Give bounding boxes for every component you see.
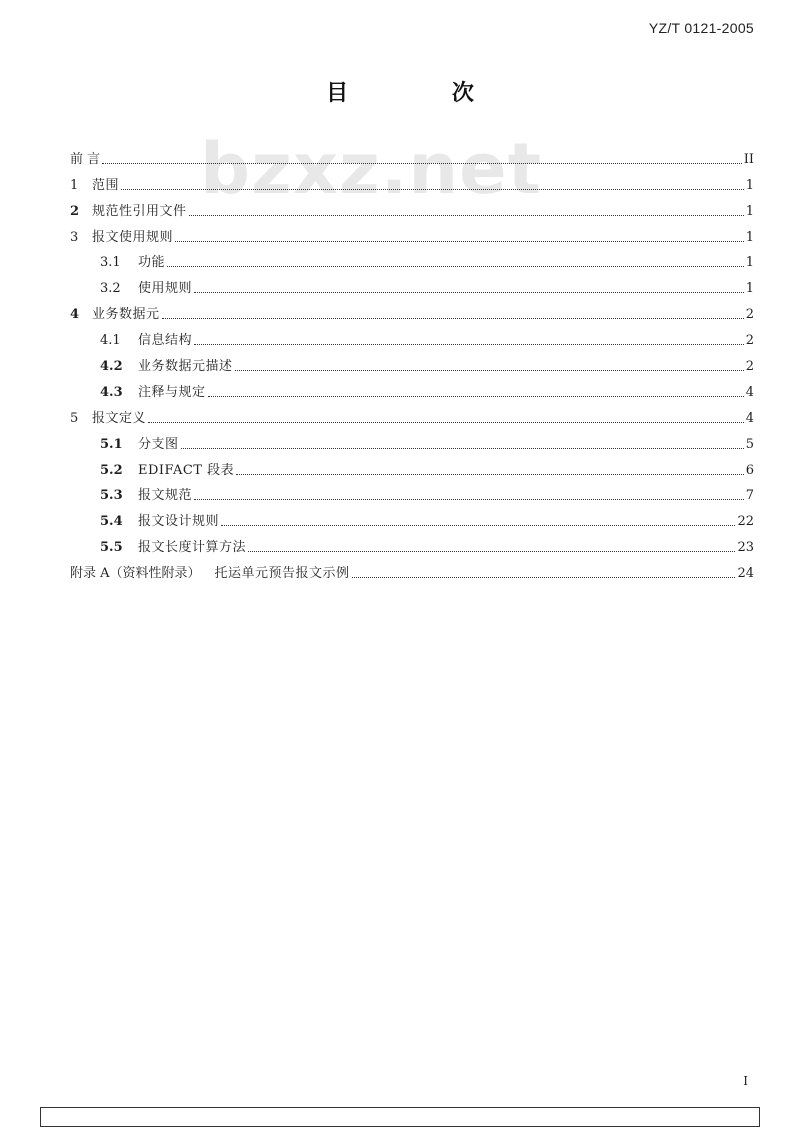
dot-leader xyxy=(189,215,744,216)
toc-entry-page: 1 xyxy=(745,177,754,193)
toc-entry-number: 3.2 xyxy=(100,281,121,297)
dot-leader xyxy=(221,525,735,526)
toc-entry-page: II xyxy=(743,151,754,167)
toc-entry-page: 24 xyxy=(737,566,754,582)
toc-entry-number: 2 xyxy=(70,203,80,219)
dot-leader xyxy=(194,292,744,293)
toc-entry-label: 业务数据元 xyxy=(92,307,160,323)
toc-entry xyxy=(70,427,754,453)
toc-entry-page: 5 xyxy=(745,436,754,452)
toc-entry xyxy=(70,168,754,194)
page-title: 目 次 xyxy=(326,81,522,106)
dot-leader xyxy=(102,163,742,164)
dot-leader xyxy=(167,266,744,267)
toc-entry-page: 22 xyxy=(737,514,754,530)
toc-entry xyxy=(70,194,754,220)
dot-leader xyxy=(208,396,744,397)
bottom-border xyxy=(40,1107,760,1127)
toc-entry-number: 5.1 xyxy=(100,436,123,452)
toc-entry-page: 2 xyxy=(745,307,754,323)
toc-entry-label: 使用规则 xyxy=(138,281,193,297)
toc-entry-page: 2 xyxy=(745,333,754,349)
dot-leader xyxy=(175,241,744,242)
toc-entry xyxy=(70,349,754,375)
toc-entry-label: 报文规范 xyxy=(138,488,193,504)
dot-leader xyxy=(236,474,744,475)
toc-entry xyxy=(70,271,754,297)
toc-entry-number: 5.4 xyxy=(100,514,123,530)
toc-entry xyxy=(70,530,754,556)
toc-entry-label: 报文使用规则 xyxy=(92,229,174,245)
dot-leader xyxy=(162,318,744,319)
watermark: bzxz.net xyxy=(200,128,543,210)
toc-entry-label: 功能 xyxy=(138,255,166,271)
toc-entry-label: 分支图 xyxy=(138,436,179,452)
toc-entry-number: 附录 A（资料性附录） xyxy=(70,566,201,582)
toc-entry-label: 报文定义 xyxy=(92,410,147,426)
toc-entry-number: 3.1 xyxy=(100,255,121,271)
document-code: YZ/T 0121-2005 xyxy=(648,20,754,36)
toc-entry-label: 注释与规定 xyxy=(138,384,206,400)
toc-entry-page: 23 xyxy=(737,540,754,556)
toc-entry-label: 报文长度计算方法 xyxy=(138,540,247,556)
dot-leader xyxy=(352,577,736,578)
toc-entry xyxy=(70,479,754,505)
toc-entry-number: 3 xyxy=(70,229,79,245)
toc-entry-label: 报文设计规则 xyxy=(138,514,220,530)
toc-entry-number: 5.5 xyxy=(100,540,123,556)
toc-entry-page: 1 xyxy=(745,203,754,219)
toc-entry xyxy=(70,323,754,349)
toc-entry-number: 4 xyxy=(70,307,80,323)
toc-entry-label: 范围 xyxy=(92,177,120,193)
toc-entry-page: 2 xyxy=(745,359,754,375)
toc-entry-number: 5.3 xyxy=(100,488,123,504)
toc-entry xyxy=(70,220,754,246)
table-of-contents xyxy=(70,142,754,582)
dot-leader xyxy=(194,499,744,500)
toc-entry xyxy=(70,504,754,530)
toc-entry xyxy=(70,246,754,272)
toc-entry-page: 7 xyxy=(745,488,754,504)
toc-entry-page: 1 xyxy=(745,255,754,271)
toc-entry xyxy=(70,401,754,427)
dot-leader xyxy=(148,422,744,423)
toc-entry-number: 5.2 xyxy=(100,462,123,478)
toc-entry-number: 1 xyxy=(70,177,79,193)
toc-entry-page: 1 xyxy=(745,281,754,297)
toc-entry xyxy=(70,375,754,401)
dot-leader xyxy=(194,344,744,345)
toc-entry xyxy=(70,142,754,168)
toc-entry-number: 4.3 xyxy=(100,384,123,400)
dot-leader xyxy=(121,189,744,190)
toc-entry-page: 4 xyxy=(745,384,754,400)
toc-entry-page: 1 xyxy=(745,229,754,245)
dot-leader xyxy=(235,370,744,371)
dot-leader xyxy=(248,551,735,552)
toc-entry xyxy=(70,556,754,582)
toc-entry-label: 规范性引用文件 xyxy=(92,203,187,219)
page-number: I xyxy=(743,1074,748,1088)
toc-entry-number: 4.2 xyxy=(100,359,123,375)
toc-entry xyxy=(70,453,754,479)
dot-leader xyxy=(181,448,744,449)
toc-entry-label: 业务数据元描述 xyxy=(138,359,233,375)
toc-entry-label: 信息结构 xyxy=(138,333,193,349)
toc-entry-label: EDIFACT 段表 xyxy=(138,462,235,478)
toc-entry-page: 6 xyxy=(745,462,754,478)
toc-entry xyxy=(70,297,754,323)
toc-entry-number: 前 言 xyxy=(70,151,101,167)
toc-entry-number: 4.1 xyxy=(100,333,121,349)
toc-entry-label: 托运单元预告报文示例 xyxy=(214,566,350,582)
toc-entry-page: 4 xyxy=(745,410,754,426)
toc-entry-number: 5 xyxy=(70,410,79,426)
